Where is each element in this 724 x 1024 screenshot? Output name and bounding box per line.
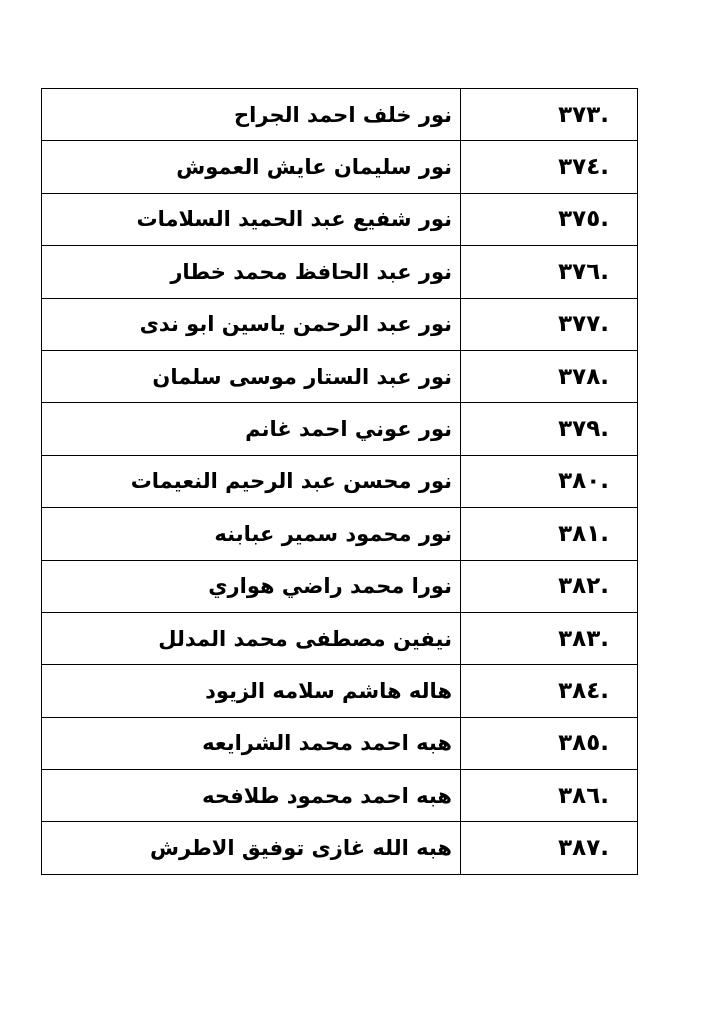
- row-number: .٣٧٩: [558, 416, 609, 443]
- row-number-cell: [461, 89, 638, 141]
- row-number-cell: [461, 403, 638, 455]
- row-name-cell: [42, 193, 461, 245]
- table-row: [42, 89, 638, 141]
- row-name: نور سليمان عايش العموش: [176, 155, 452, 180]
- table-row: [42, 560, 638, 612]
- row-number-cell: [461, 193, 638, 245]
- names-table: [41, 88, 638, 875]
- row-number: .٣٧٦: [558, 258, 609, 285]
- table-row: [42, 455, 638, 507]
- row-name: نورا محمد راضي هواري: [208, 574, 452, 599]
- table-row: [42, 665, 638, 717]
- row-name: نور عبد الستار موسى سلمان: [152, 364, 452, 389]
- row-name-cell: [42, 770, 461, 822]
- row-name: هبه الله غازى توفيق الاطرش: [149, 836, 452, 861]
- row-number: .٣٨٤: [558, 677, 609, 704]
- row-number: .٣٧٣: [558, 101, 609, 128]
- row-number-cell: [461, 455, 638, 507]
- row-number-cell: [461, 612, 638, 664]
- row-number: .٣٨٣: [558, 625, 609, 652]
- table-row: [42, 298, 638, 350]
- table-row: [42, 770, 638, 822]
- row-number-cell: [461, 560, 638, 612]
- table-row: [42, 350, 638, 402]
- row-name-cell: [42, 822, 461, 874]
- row-number: .٣٧٧: [558, 311, 609, 338]
- row-number-cell: [461, 141, 638, 193]
- row-number: .٣٨٥: [558, 730, 609, 757]
- row-number: .٣٨٦: [558, 782, 609, 809]
- row-number-cell: [461, 822, 638, 874]
- row-number: .٣٧٥: [558, 206, 609, 233]
- row-number-cell: [461, 350, 638, 402]
- row-name-cell: [42, 508, 461, 560]
- row-name-cell: [42, 403, 461, 455]
- row-number-cell: [461, 770, 638, 822]
- row-name: نور محمود سمير عبابنه: [214, 521, 452, 546]
- row-number-cell: [461, 246, 638, 298]
- row-name-cell: [42, 612, 461, 664]
- table-row: [42, 508, 638, 560]
- table-row: [42, 822, 638, 874]
- row-name-cell: [42, 717, 461, 769]
- row-number-cell: [461, 298, 638, 350]
- row-name-cell: [42, 665, 461, 717]
- row-number: .٣٨٠: [558, 468, 609, 495]
- table-row: [42, 246, 638, 298]
- row-name: نور عبد الرحمن ياسين ابو ندى: [139, 312, 452, 337]
- table-row: [42, 612, 638, 664]
- table-row: [42, 193, 638, 245]
- row-name: نيفين مصطفى محمد المدلل: [158, 626, 452, 651]
- row-number-cell: [461, 665, 638, 717]
- table-row: [42, 141, 638, 193]
- table-row: [42, 717, 638, 769]
- row-name: هبه احمد محمود طلافحه: [202, 783, 452, 808]
- row-name-cell: [42, 89, 461, 141]
- row-name: نور خلف احمد الجراح: [234, 102, 452, 127]
- row-name-cell: [42, 560, 461, 612]
- row-name-cell: [42, 141, 461, 193]
- row-number: .٣٨١: [558, 520, 609, 547]
- row-name: نور عوني احمد غانم: [245, 417, 452, 442]
- row-number: .٣٧٨: [558, 363, 609, 390]
- row-number: .٣٧٤: [558, 154, 609, 181]
- row-name-cell: [42, 246, 461, 298]
- row-name: نور عبد الحافظ محمد خطار: [170, 259, 452, 284]
- table-row: [42, 403, 638, 455]
- row-name: نور محسن عبد الرحيم النعيمات: [130, 469, 452, 494]
- row-number: .٣٨٢: [558, 573, 609, 600]
- row-name-cell: [42, 455, 461, 507]
- row-name-cell: [42, 298, 461, 350]
- row-number-cell: [461, 508, 638, 560]
- row-name: نور شفيع عبد الحميد السلامات: [136, 207, 452, 232]
- row-name: هاله هاشم سلامه الزيود: [205, 678, 452, 703]
- row-name-cell: [42, 350, 461, 402]
- row-number-cell: [461, 717, 638, 769]
- row-name: هبه احمد محمد الشرايعه: [202, 731, 452, 756]
- row-number: .٣٨٧: [558, 835, 609, 862]
